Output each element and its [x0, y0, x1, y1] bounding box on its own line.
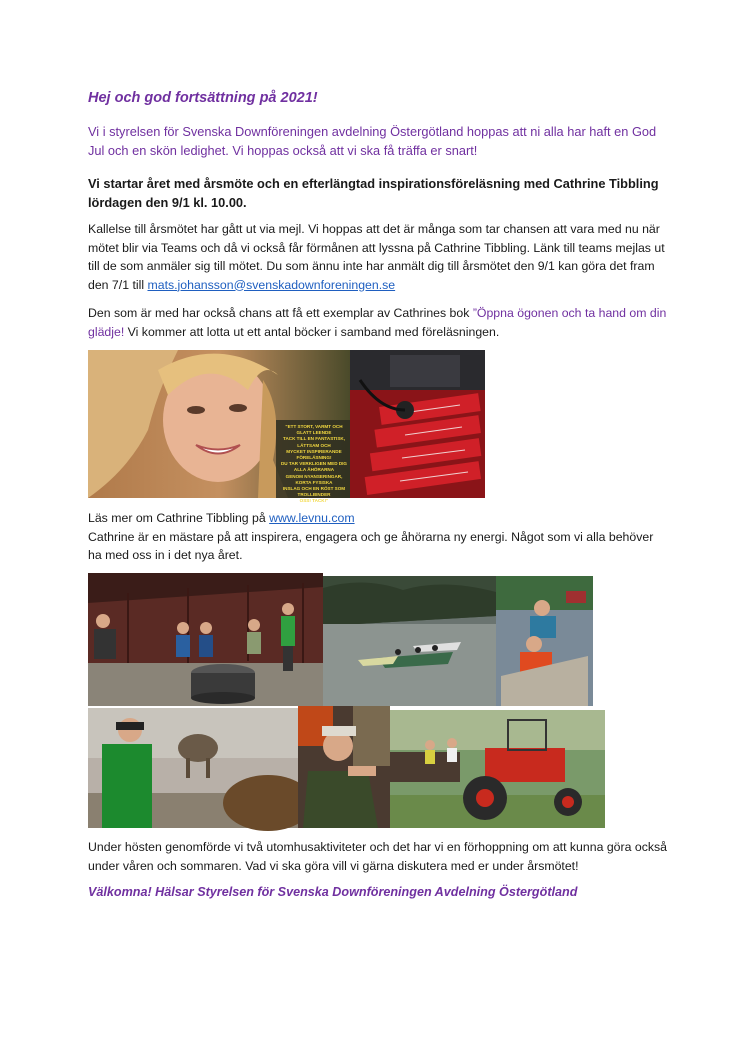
cathrine-portrait-photo — [88, 350, 350, 504]
read-more-paragraph — [88, 509, 668, 565]
greeting-heading: Hej och god fortsättning på 2021! — [88, 90, 318, 106]
quote-line: OSS! TACK!" — [299, 498, 329, 504]
intro-paragraph: Vi i styrelsen för Svenska Downföreningen avdelning Östergötland hoppas att ni alla har haft en God Jul och en skön ledighet. Vi hoppas också att vi ska få träffa er snart! — [88, 124, 657, 158]
email-link[interactable]: mats.johansson@svenskadownforeningen.se — [147, 277, 396, 292]
books-microphone-photo — [350, 350, 485, 498]
quote-line: INSLAG OCH EN RÖST SOM TROLLBINDER — [282, 486, 346, 498]
quote-line: DU TAR VERKLIGEN MED DIG ALLA ÅHÖRARNA — [280, 461, 347, 473]
quote-line: TACK TILL EN FANTASTISK, LÄTTSAM OCH — [282, 436, 345, 448]
shelter-campfire-photo — [88, 573, 323, 706]
quote-line: MYCKET INSPIRERANDE FÖRELÄSNING! — [286, 448, 342, 461]
book-intro: Den som är med har också chans att få ett exemplar av Cathrines bok — [88, 306, 473, 320]
canoes-lake-photo — [323, 576, 496, 706]
read-more-line — [88, 509, 668, 528]
quote-line: "ETT STORT, VARMT OCH GLATT LEENDE — [285, 424, 343, 436]
levnu-link[interactable]: www.levnu.com — [269, 511, 355, 525]
meeting-paragraph — [88, 220, 668, 294]
book-rest: Vi kommer att lotta ut ett antal böcker i samband med föreläsningen. — [124, 324, 500, 339]
testimonial-quote — [279, 424, 349, 505]
boy-cap-photo — [298, 706, 390, 828]
book-paragraph — [88, 304, 668, 341]
tractor-photo — [390, 710, 605, 828]
closing-greeting: Välkomna! Hälsar Styrelsen för Svenska Downföreningen Avdelning Östergötland — [88, 885, 578, 899]
book-title: ”Öppna ögonen och ta hand om din glädje! — [88, 306, 667, 339]
autumn-paragraph: Under hösten genomförde vi två utomhusaktiviteter och det har vi en förhoppning om att kunna göra också under våren och sommaren. Vad vi ska göra vill vi gärna diskutera med er under årsmötet! — [88, 840, 667, 873]
event-lead: Vi startar året med årsmöte och en efterlängtad inspirationsföreläsning med Cathrine Tibbling lördagen den 9/1 kl. 10.00. — [88, 176, 659, 210]
meeting-text: Kallelse till årsmötet har gått ut via mejl. Vi hoppas att det är många som tar chansen att vara med nu när mötet blir via Teams och då vi också får förmånen att lyssna på Cathrine Tibbling. Länk till teams mejlas ut till de som anmäler sig till mötet. Du som ännu inte har anmält dig till årsmötet den 9/1 kan göra det fram den 7/1 till — [88, 222, 665, 292]
read-more-text: Läs mer om Cathrine Tibbling på — [88, 511, 270, 525]
cathrine-description: Cathrine är en mästare på att inspirera, engagera och ge åhörarna ny energi. Något som vi alla behöver ha med oss in i det nya året. — [88, 529, 654, 562]
farm-animals-photo — [88, 708, 298, 828]
canoe-life-vests-photo — [496, 576, 593, 706]
quote-line: GENOM NYANSERINGAR, KORTA FYSISKA — [285, 473, 343, 485]
